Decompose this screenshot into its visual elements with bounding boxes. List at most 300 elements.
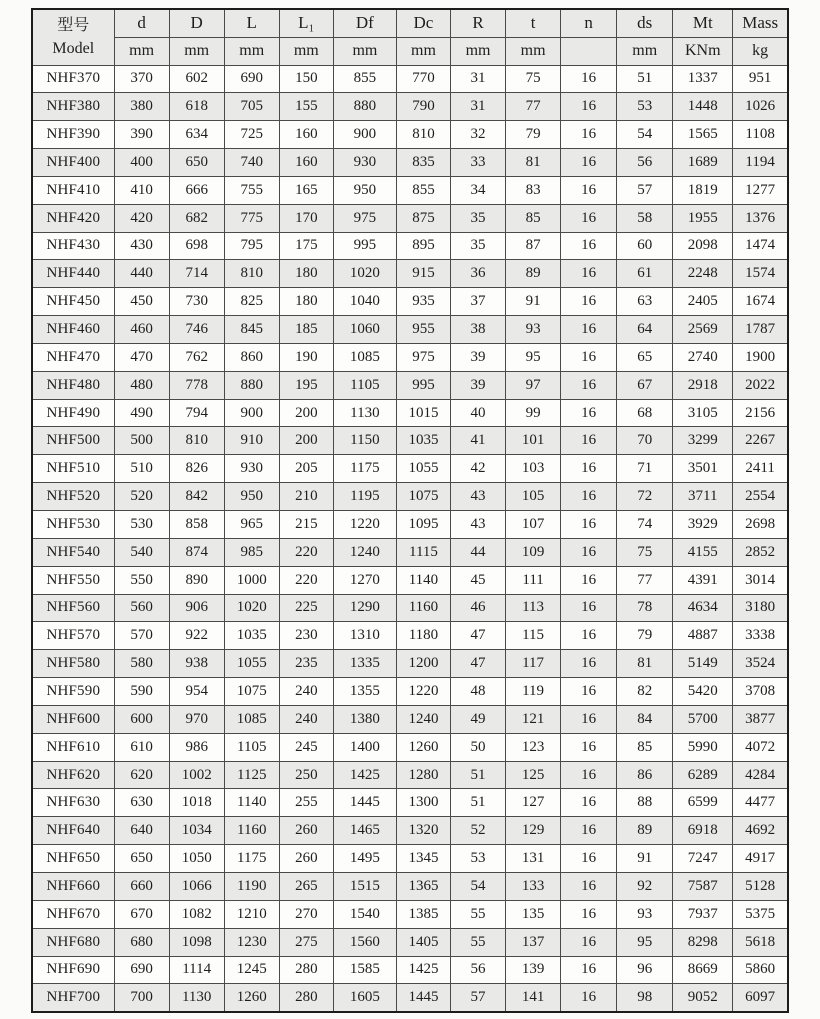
unit-cell-d: mm: [114, 37, 169, 65]
table-row: [32, 176, 788, 204]
value-cell: 1125: [224, 761, 279, 789]
value-cell: 3105: [673, 399, 733, 427]
value-cell: 270: [279, 900, 333, 928]
value-cell: 954: [169, 678, 224, 706]
value-cell: 1220: [396, 678, 450, 706]
table-row: [32, 956, 788, 984]
unit-cell-L: mm: [224, 37, 279, 65]
unit-cell-D: mm: [169, 37, 224, 65]
value-cell: 874: [169, 538, 224, 566]
value-cell: 995: [396, 371, 450, 399]
value-cell: 640: [114, 817, 169, 845]
value-cell: 1240: [333, 538, 396, 566]
value-cell: 115: [506, 622, 561, 650]
value-cell: 1560: [333, 928, 396, 956]
value-cell: 16: [561, 566, 617, 594]
table-row: [32, 511, 788, 539]
value-cell: 99: [506, 399, 561, 427]
value-cell: 240: [279, 705, 333, 733]
value-cell: 1425: [333, 761, 396, 789]
value-cell: 16: [561, 900, 617, 928]
model-cell: NHF440: [32, 260, 114, 288]
model-cell: NHF460: [32, 316, 114, 344]
column-header-L1: L₁: [279, 9, 333, 37]
table-row: [32, 817, 788, 845]
value-cell: 4692: [733, 817, 788, 845]
value-cell: 16: [561, 232, 617, 260]
value-cell: 630: [114, 789, 169, 817]
value-cell: 590: [114, 678, 169, 706]
value-cell: 1130: [333, 399, 396, 427]
value-cell: 265: [279, 872, 333, 900]
value-cell: 520: [114, 483, 169, 511]
value-cell: 480: [114, 371, 169, 399]
column-header-D: D: [169, 9, 224, 37]
value-cell: 1002: [169, 761, 224, 789]
value-cell: 794: [169, 399, 224, 427]
value-cell: 602: [169, 65, 224, 93]
value-cell: 560: [114, 594, 169, 622]
value-cell: 698: [169, 232, 224, 260]
value-cell: 42: [450, 455, 505, 483]
value-cell: 83: [506, 176, 561, 204]
value-cell: 3708: [733, 678, 788, 706]
model-label-cn: 型号: [57, 17, 90, 35]
model-cell: NHF620: [32, 761, 114, 789]
value-cell: 280: [279, 984, 333, 1012]
value-cell: 826: [169, 455, 224, 483]
value-cell: 16: [561, 176, 617, 204]
table-row: [32, 566, 788, 594]
value-cell: 1210: [224, 900, 279, 928]
value-cell: 5420: [673, 678, 733, 706]
value-cell: 618: [169, 93, 224, 121]
value-cell: 3014: [733, 566, 788, 594]
value-cell: 245: [279, 733, 333, 761]
column-header-Dc: Dc: [396, 9, 450, 37]
value-cell: 109: [506, 538, 561, 566]
value-cell: 9052: [673, 984, 733, 1012]
value-cell: 530: [114, 511, 169, 539]
value-cell: 51: [450, 789, 505, 817]
value-cell: 1140: [224, 789, 279, 817]
value-cell: 825: [224, 288, 279, 316]
model-cell: NHF400: [32, 149, 114, 177]
value-cell: 60: [617, 232, 673, 260]
table-row: [32, 316, 788, 344]
value-cell: 810: [396, 121, 450, 149]
value-cell: 93: [617, 900, 673, 928]
model-cell: NHF580: [32, 650, 114, 678]
value-cell: 51: [617, 65, 673, 93]
table-row: [32, 483, 788, 511]
model-cell: NHF530: [32, 511, 114, 539]
model-cell: NHF700: [32, 984, 114, 1012]
value-cell: 16: [561, 260, 617, 288]
value-cell: 205: [279, 455, 333, 483]
model-cell: NHF390: [32, 121, 114, 149]
value-cell: 1105: [333, 371, 396, 399]
value-cell: 1066: [169, 872, 224, 900]
value-cell: 81: [506, 149, 561, 177]
model-cell: NHF410: [32, 176, 114, 204]
table-row: [32, 845, 788, 873]
value-cell: 3524: [733, 650, 788, 678]
value-cell: 5990: [673, 733, 733, 761]
model-cell: NHF510: [32, 455, 114, 483]
table-row: [32, 594, 788, 622]
value-cell: 570: [114, 622, 169, 650]
unit-cell-Mt: KNm: [673, 37, 733, 65]
value-cell: 4887: [673, 622, 733, 650]
value-cell: 858: [169, 511, 224, 539]
value-cell: 46: [450, 594, 505, 622]
value-cell: 55: [450, 900, 505, 928]
value-cell: 650: [114, 845, 169, 873]
value-cell: 410: [114, 176, 169, 204]
value-cell: 1085: [333, 343, 396, 371]
value-cell: 3180: [733, 594, 788, 622]
value-cell: 160: [279, 121, 333, 149]
value-cell: 51: [450, 761, 505, 789]
value-cell: 860: [224, 343, 279, 371]
value-cell: 490: [114, 399, 169, 427]
unit-cell-ds: mm: [617, 37, 673, 65]
value-cell: 47: [450, 650, 505, 678]
value-cell: 1150: [333, 427, 396, 455]
value-cell: 890: [169, 566, 224, 594]
value-cell: 113: [506, 594, 561, 622]
value-cell: 4072: [733, 733, 788, 761]
value-cell: 440: [114, 260, 169, 288]
value-cell: 16: [561, 204, 617, 232]
value-cell: 970: [169, 705, 224, 733]
value-cell: 129: [506, 817, 561, 845]
value-cell: 1376: [733, 204, 788, 232]
value-cell: 135: [506, 900, 561, 928]
value-cell: 3338: [733, 622, 788, 650]
value-cell: 280: [279, 956, 333, 984]
value-cell: 77: [617, 566, 673, 594]
model-cell: NHF540: [32, 538, 114, 566]
value-cell: 16: [561, 872, 617, 900]
value-cell: 1050: [169, 845, 224, 873]
value-cell: 43: [450, 483, 505, 511]
model-label-en: Model: [52, 40, 95, 58]
value-cell: 87: [506, 232, 561, 260]
value-cell: 3711: [673, 483, 733, 511]
value-cell: 670: [114, 900, 169, 928]
column-header-L: L: [224, 9, 279, 37]
value-cell: 1300: [396, 789, 450, 817]
value-cell: 3877: [733, 705, 788, 733]
table-row: [32, 678, 788, 706]
value-cell: 71: [617, 455, 673, 483]
value-cell: 215: [279, 511, 333, 539]
value-cell: 1955: [673, 204, 733, 232]
model-cell: NHF490: [32, 399, 114, 427]
model-cell: NHF670: [32, 900, 114, 928]
value-cell: 1380: [333, 705, 396, 733]
value-cell: 260: [279, 845, 333, 873]
value-cell: 470: [114, 343, 169, 371]
header-row: [32, 9, 788, 37]
value-cell: 580: [114, 650, 169, 678]
value-cell: 680: [114, 928, 169, 956]
table-row: [32, 232, 788, 260]
value-cell: 57: [617, 176, 673, 204]
value-cell: 230: [279, 622, 333, 650]
value-cell: 1270: [333, 566, 396, 594]
model-cell: NHF570: [32, 622, 114, 650]
value-cell: 16: [561, 483, 617, 511]
unit-cell-R: mm: [450, 37, 505, 65]
value-cell: 935: [396, 288, 450, 316]
value-cell: 1180: [396, 622, 450, 650]
value-cell: 690: [114, 956, 169, 984]
value-cell: 50: [450, 733, 505, 761]
model-cell: NHF520: [32, 483, 114, 511]
model-cell: NHF680: [32, 928, 114, 956]
model-cell: NHF610: [32, 733, 114, 761]
value-cell: 1335: [333, 650, 396, 678]
value-cell: 1114: [169, 956, 224, 984]
value-cell: 44: [450, 538, 505, 566]
value-cell: 58: [617, 204, 673, 232]
column-header-Df: Df: [333, 9, 396, 37]
table-row: [32, 260, 788, 288]
value-cell: 1040: [333, 288, 396, 316]
value-cell: 2569: [673, 316, 733, 344]
model-cell: NHF690: [32, 956, 114, 984]
value-cell: 4917: [733, 845, 788, 873]
value-cell: 1245: [224, 956, 279, 984]
unit-cell-Dc: mm: [396, 37, 450, 65]
value-cell: 97: [506, 371, 561, 399]
value-cell: 986: [169, 733, 224, 761]
value-cell: 155: [279, 93, 333, 121]
value-cell: 1035: [396, 427, 450, 455]
value-cell: 900: [333, 121, 396, 149]
value-cell: 930: [224, 455, 279, 483]
value-cell: 666: [169, 176, 224, 204]
value-cell: 117: [506, 650, 561, 678]
value-cell: 31: [450, 93, 505, 121]
value-cell: 1425: [396, 956, 450, 984]
value-cell: 235: [279, 650, 333, 678]
value-cell: 75: [617, 538, 673, 566]
value-cell: 1819: [673, 176, 733, 204]
value-cell: 550: [114, 566, 169, 594]
value-cell: 88: [617, 789, 673, 817]
unit-cell-L1: mm: [279, 37, 333, 65]
value-cell: 240: [279, 678, 333, 706]
value-cell: 610: [114, 733, 169, 761]
value-cell: 4391: [673, 566, 733, 594]
value-cell: 54: [450, 872, 505, 900]
value-cell: 430: [114, 232, 169, 260]
value-cell: 225: [279, 594, 333, 622]
value-cell: 1220: [333, 511, 396, 539]
value-cell: 1365: [396, 872, 450, 900]
value-cell: 96: [617, 956, 673, 984]
value-cell: 1585: [333, 956, 396, 984]
value-cell: 400: [114, 149, 169, 177]
value-cell: 2411: [733, 455, 788, 483]
value-cell: 36: [450, 260, 505, 288]
value-cell: 260: [279, 817, 333, 845]
value-cell: 185: [279, 316, 333, 344]
value-cell: 1310: [333, 622, 396, 650]
value-cell: 955: [396, 316, 450, 344]
value-cell: 700: [114, 984, 169, 1012]
value-cell: 74: [617, 511, 673, 539]
value-cell: 1230: [224, 928, 279, 956]
value-cell: 1400: [333, 733, 396, 761]
table-row: [32, 538, 788, 566]
value-cell: 1160: [224, 817, 279, 845]
value-cell: 1035: [224, 622, 279, 650]
value-cell: 16: [561, 650, 617, 678]
value-cell: 875: [396, 204, 450, 232]
value-cell: 16: [561, 538, 617, 566]
value-cell: 37: [450, 288, 505, 316]
value-cell: 510: [114, 455, 169, 483]
value-cell: 1015: [396, 399, 450, 427]
column-header-n: n: [561, 9, 617, 37]
value-cell: 98: [617, 984, 673, 1012]
value-cell: 2740: [673, 343, 733, 371]
table-row: [32, 371, 788, 399]
value-cell: 8669: [673, 956, 733, 984]
value-cell: 121: [506, 705, 561, 733]
value-cell: 255: [279, 789, 333, 817]
value-cell: 31: [450, 65, 505, 93]
value-cell: 845: [224, 316, 279, 344]
model-cell: NHF380: [32, 93, 114, 121]
table-row: [32, 121, 788, 149]
value-cell: 951: [733, 65, 788, 93]
value-cell: 190: [279, 343, 333, 371]
value-cell: 53: [450, 845, 505, 873]
model-cell: NHF470: [32, 343, 114, 371]
value-cell: 3299: [673, 427, 733, 455]
value-cell: 2098: [673, 232, 733, 260]
value-cell: 1337: [673, 65, 733, 93]
value-cell: 1200: [396, 650, 450, 678]
value-cell: 4155: [673, 538, 733, 566]
value-cell: 880: [224, 371, 279, 399]
value-cell: 2156: [733, 399, 788, 427]
value-cell: 81: [617, 650, 673, 678]
value-cell: 16: [561, 622, 617, 650]
value-cell: 125: [506, 761, 561, 789]
value-cell: 1034: [169, 817, 224, 845]
value-cell: 1195: [333, 483, 396, 511]
value-cell: 4634: [673, 594, 733, 622]
value-cell: 89: [617, 817, 673, 845]
value-cell: 33: [450, 149, 505, 177]
value-cell: 200: [279, 427, 333, 455]
value-cell: 1175: [224, 845, 279, 873]
value-cell: 390: [114, 121, 169, 149]
model-cell: NHF550: [32, 566, 114, 594]
value-cell: 5149: [673, 650, 733, 678]
value-cell: 1055: [224, 650, 279, 678]
unit-cell-Mass: kg: [733, 37, 788, 65]
value-cell: 1018: [169, 789, 224, 817]
value-cell: 5128: [733, 872, 788, 900]
value-cell: 16: [561, 789, 617, 817]
value-cell: 16: [561, 316, 617, 344]
value-cell: 985: [224, 538, 279, 566]
value-cell: 61: [617, 260, 673, 288]
value-cell: 95: [506, 343, 561, 371]
unit-cell-Df: mm: [333, 37, 396, 65]
value-cell: 16: [561, 427, 617, 455]
value-cell: 6289: [673, 761, 733, 789]
value-cell: 170: [279, 204, 333, 232]
value-cell: 1020: [224, 594, 279, 622]
value-cell: 1060: [333, 316, 396, 344]
value-cell: 78: [617, 594, 673, 622]
value-cell: 210: [279, 483, 333, 511]
value-cell: 906: [169, 594, 224, 622]
value-cell: 84: [617, 705, 673, 733]
table-row: [32, 622, 788, 650]
value-cell: 660: [114, 872, 169, 900]
value-cell: 1574: [733, 260, 788, 288]
value-cell: 755: [224, 176, 279, 204]
value-cell: 965: [224, 511, 279, 539]
table-row: [32, 399, 788, 427]
value-cell: 200: [279, 399, 333, 427]
value-cell: 1085: [224, 705, 279, 733]
value-cell: 1515: [333, 872, 396, 900]
value-cell: 16: [561, 845, 617, 873]
value-cell: 93: [506, 316, 561, 344]
value-cell: 141: [506, 984, 561, 1012]
value-cell: 127: [506, 789, 561, 817]
value-cell: 275: [279, 928, 333, 956]
value-cell: 34: [450, 176, 505, 204]
value-cell: 101: [506, 427, 561, 455]
model-cell: NHF450: [32, 288, 114, 316]
value-cell: 1385: [396, 900, 450, 928]
value-cell: 1605: [333, 984, 396, 1012]
value-cell: 85: [506, 204, 561, 232]
value-cell: 16: [561, 149, 617, 177]
value-cell: 1405: [396, 928, 450, 956]
value-cell: 72: [617, 483, 673, 511]
value-cell: 634: [169, 121, 224, 149]
value-cell: 1075: [396, 483, 450, 511]
value-cell: 39: [450, 371, 505, 399]
value-cell: 123: [506, 733, 561, 761]
value-cell: 370: [114, 65, 169, 93]
value-cell: 2248: [673, 260, 733, 288]
value-cell: 70: [617, 427, 673, 455]
value-cell: 35: [450, 204, 505, 232]
value-cell: 1495: [333, 845, 396, 873]
model-cell: NHF650: [32, 845, 114, 873]
value-cell: 137: [506, 928, 561, 956]
value-cell: 67: [617, 371, 673, 399]
value-cell: 682: [169, 204, 224, 232]
model-cell: NHF480: [32, 371, 114, 399]
value-cell: 16: [561, 511, 617, 539]
value-cell: 119: [506, 678, 561, 706]
